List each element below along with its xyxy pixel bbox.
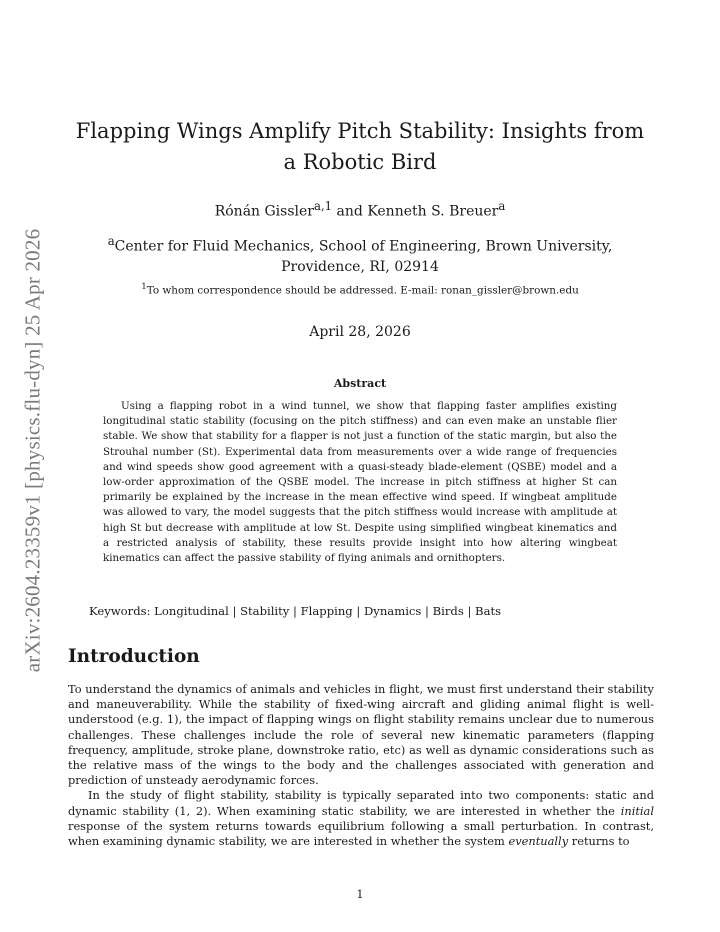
abstract-heading: Abstract [333, 377, 387, 390]
abstract-body [103, 399, 617, 566]
author-name: Rónán Gissler [214, 203, 314, 220]
author-name: Kenneth S. Breuer [367, 203, 499, 220]
affiliation [90, 231, 630, 277]
author-conjunction: and [332, 203, 368, 220]
author-superscript: a [498, 199, 506, 213]
correspondence-superscript: 1 [141, 282, 147, 292]
introduction-body [68, 682, 654, 849]
section-heading-introduction: Introduction [68, 646, 200, 667]
affiliation-superscript: a [107, 234, 115, 248]
body-text-run: returns to [568, 834, 630, 849]
arxiv-stamp [13, 212, 53, 688]
keywords-line: Keywords: Longitudinal | Stability | Flapping | Dynamics | Birds | Bats [89, 604, 502, 618]
paper-title: Flapping Wings Amplify Pitch Stability: Insights from a Robotic Bird [75, 119, 645, 174]
body-text-run: In the study of flight stability, stability is typically separated into two components: static and dynamic stability (1, 2). When examining static stability, we are interested in whether the [68, 788, 654, 818]
affiliation-text: Center for Fluid Mechanics, School of Engineering, Brown University, Providence, RI, 02914 [114, 238, 613, 275]
arxiv-identifier: arXiv:2604.23359v1 [physics.flu-dyn] 25 Apr 2026 [20, 228, 45, 672]
emphasis-text: initial [620, 803, 654, 818]
correspondence-text: To whom correspondence should be addressed. E-mail: ronan_gissler@brown.edu [146, 284, 579, 297]
author-superscript: a,1 [314, 199, 333, 213]
abstract-paragraph: Using a flapping robot in a wind tunnel, we show that flapping faster amplifies existing longitudinal static stability (focusing on the pitch stiffness) and can even make an unstable flier stable. We show that stability for a flapper is not just a function of the static margin, but also the Strouhal number (St). Experimental data from measurements over a wide range of frequencies and wind speeds show good agreement with a quasi-steady blade-element (QSBE) model and a low-order approximation of the QSBE model. The increase in pitch stiffness at higher St can primarily be explained by the increase in the mean effective wind speed. If wingbeat amplitude was allowed to vary, the model suggests that the pitch stiffness would increase with amplitude at high St but decrease with amplitude at low St. Despite using simplified wingbeat kinematics and a restricted analysis of stability, these results provide insight into how altering wingbeat kinematics can affect the passive stability of flying animals and ornithopters. [103, 400, 617, 565]
body-paragraph: To understand the dynamics of animals and vehicles in flight, we must first understand their stability and maneuverability. While the stability of fixed-wing aircraft and gliding animal flight is well-understood (e.g. 1), the impact of flapping wings on flight stability remains unclear due to numerous challenges. These challenges include the role of several new kinematic parameters (flapping frequency, amplitude, stroke plane, downstroke ratio, etc) as well as dynamic considerations such as the relative mass of the wings to the body and the challenges associated with generation and prediction of unsteady aerodynamic forces. [68, 682, 654, 788]
publication-date: April 28, 2026 [309, 324, 411, 340]
emphasis-text: eventually [508, 834, 569, 849]
correspondence-note [70, 279, 650, 298]
page-number: 1 [356, 887, 364, 901]
body-paragraph [68, 788, 654, 849]
body-text-run: response of the system returns towards equilibrium following a small perturbation. In contrast, when examining dynamic stability, we are interested in whether the system [68, 818, 654, 849]
author-line [70, 196, 650, 222]
